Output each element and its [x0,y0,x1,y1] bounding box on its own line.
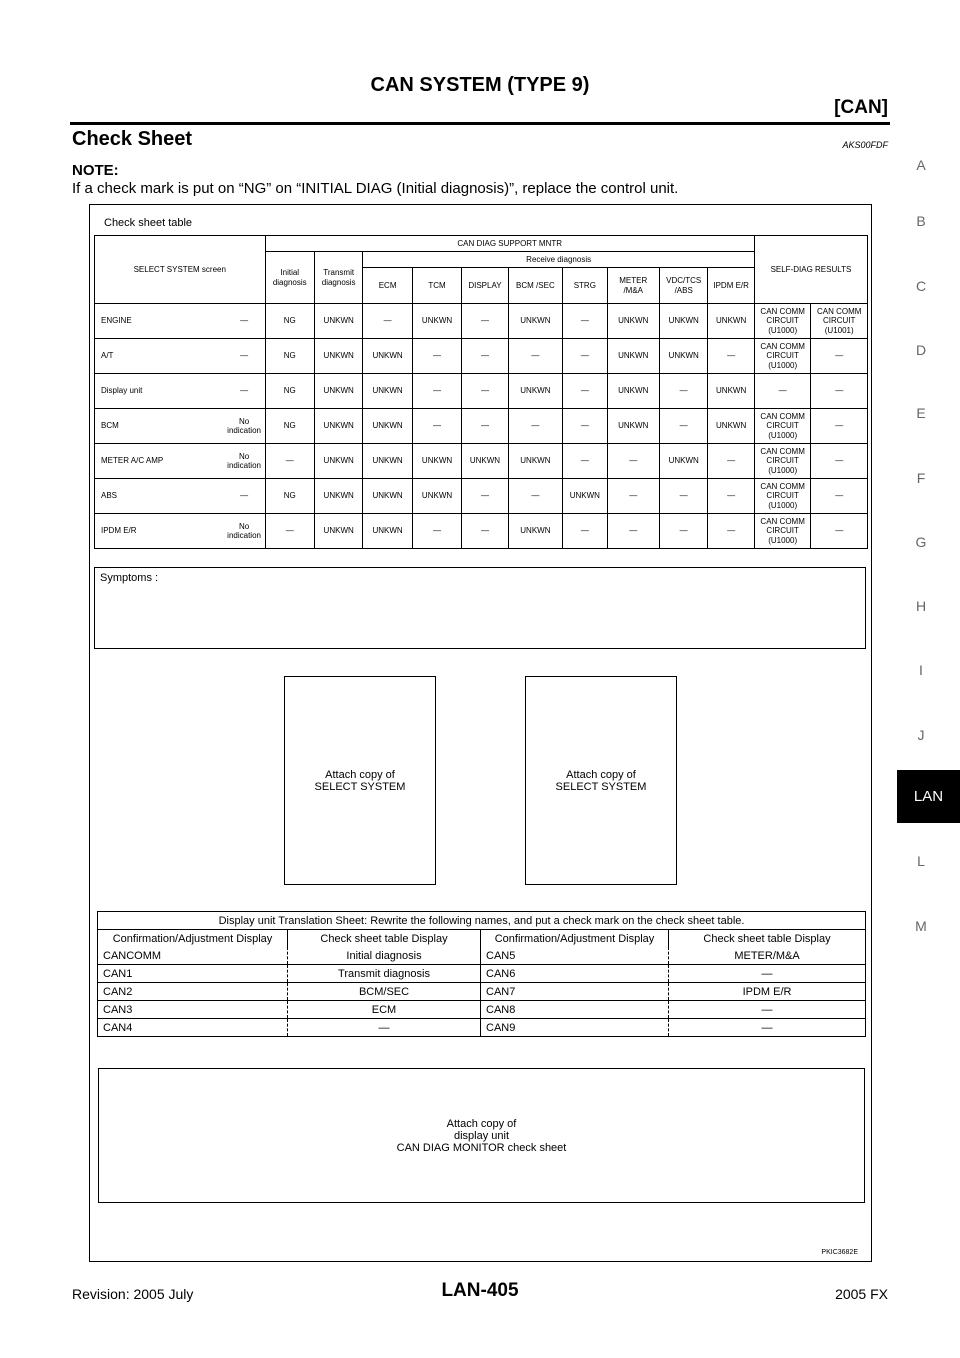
table-cell: — [708,339,755,374]
check-sheet-table [94,235,868,549]
receive-col-header: BCM /SEC [508,268,562,304]
self-diag-cell: — [811,479,868,514]
side-index-letter[interactable]: B [916,213,926,229]
table-cell: UNKWN [659,339,707,374]
table-cell: NG [265,339,314,374]
translation-cell: CAN5 [481,947,669,965]
receive-col-header: VDC/TCS /ABS [659,268,707,304]
table-cell: UNKWN [363,339,412,374]
self-diag-cell: CAN COMM CIRCUIT (U1001) [811,304,868,339]
figure-code: PKIC3682E [821,1249,858,1256]
table-cell: NG [265,304,314,339]
table-cell: — [659,514,707,549]
table-cell: — [412,514,461,549]
translation-cell: — [288,1019,481,1037]
table-cell: UNKWN [363,374,412,409]
side-index-letter[interactable]: E [916,405,926,421]
translation-row [98,983,866,1001]
table-cell: UNKWN [508,304,562,339]
table-cell: — [462,514,508,549]
table-cell: UNKWN [607,374,659,409]
table-cell: — [607,479,659,514]
receive-col-header: IPDM E/R [708,268,755,304]
table-cell: — [708,514,755,549]
side-index-letter[interactable]: H [915,598,927,614]
footer-model: 2005 FX [835,1286,888,1302]
side-index-letter[interactable]: J [917,727,925,743]
table-cell: — [508,339,562,374]
table-cell: UNKWN [508,514,562,549]
table-cell: UNKWN [462,444,508,479]
section-heading: Check Sheet [72,128,193,150]
translation-header: Check sheet table Display [703,932,831,945]
table-cell: UNKWN [708,304,755,339]
self-diag-cell: — [811,374,868,409]
translation-cell: — [761,1021,773,1034]
row-label: Display unit [95,374,224,409]
symptoms-box [94,567,866,649]
receive-col-header: TCM [412,268,461,304]
table-row [95,374,868,409]
initial-diagnosis-header: Initial diagnosis [265,252,314,304]
translation-cell: METER/M&A [669,947,866,965]
row-init-value: No indication [224,514,265,549]
table-cell: — [563,304,607,339]
transmit-diagnosis-header: Transmit diagnosis [314,252,362,304]
translation-header: Confirmation/Adjustment Display [98,930,288,948]
row-label: ABS [95,479,224,514]
translation-sheet-table [97,911,866,1037]
table-cell: — [508,479,562,514]
self-diag-cell: CAN COMM CIRCUIT (U1000) [754,444,811,479]
table-cell: — [412,339,461,374]
attach-can-diag-box: Attach copy of display unit CAN DIAG MONITOR check sheet [98,1068,865,1203]
self-diag-cell: CAN COMM CIRCUIT (U1000) [754,514,811,549]
translation-row [98,965,866,983]
table-cell: — [563,339,607,374]
table-cell: UNKWN [708,409,755,444]
translation-cell: CAN3 [98,1001,288,1019]
translation-cell: CANCOMM [98,947,288,965]
row-init-value: — [224,339,265,374]
symptoms-label: Symptoms : [100,572,159,584]
table-cell: — [363,304,412,339]
table-cell: UNKWN [314,339,362,374]
self-diag-cell: — [811,409,868,444]
select-system-header: SELECT SYSTEM screen [95,236,266,304]
translation-cell: ECM [288,1001,481,1019]
row-init-value: — [224,374,265,409]
row-label: METER A/C AMP [95,444,224,479]
translation-cell: Transmit diagnosis [288,965,481,983]
self-diag-header: SELF-DIAG RESULTS [754,236,867,304]
table-cell: — [412,374,461,409]
side-index-letter[interactable]: C [915,278,927,294]
table-cell: — [708,479,755,514]
table-row [95,479,868,514]
table-cell: — [563,514,607,549]
table-cell: — [265,514,314,549]
translation-title: Display unit Translation Sheet: Rewrite the following names, and put a check mark on the check sheet table. [98,912,866,930]
side-index-letter[interactable]: A [916,157,926,173]
table-cell: UNKWN [412,479,461,514]
table-cell: — [659,479,707,514]
section-code: AKS00FDF [842,140,888,150]
row-init-value: — [224,304,265,339]
table-cell: UNKWN [412,444,461,479]
side-index-letter[interactable]: M [915,918,927,934]
row-label: BCM [95,409,224,444]
table-cell: UNKWN [314,514,362,549]
side-index-letter[interactable]: I [919,662,923,678]
side-index-letter[interactable]: D [915,342,927,358]
receive-diagnosis-header: Receive diagnosis [363,252,755,268]
table-cell: — [563,374,607,409]
table-cell: — [265,444,314,479]
table-cell: — [563,409,607,444]
table-cell: — [462,339,508,374]
table-cell: — [462,479,508,514]
note-text: If a check mark is put on “NG” on “INITIAL DIAG (Initial diagnosis)”, replace the control unit. [72,180,679,197]
page-number: LAN-405 [441,1280,519,1301]
self-diag-cell: — [754,374,811,409]
translation-cell: — [669,965,866,983]
table-row [95,339,868,374]
table-cell: UNKWN [659,304,707,339]
table-cell: UNKWN [363,409,412,444]
translation-cell: CAN2 [98,983,288,1001]
translation-cell: Initial diagnosis [288,947,481,965]
receive-col-header: ECM [363,268,412,304]
table-cell: — [607,444,659,479]
table-cell: UNKWN [314,409,362,444]
translation-header: Confirmation/Adjustment Display [481,930,669,948]
table-cell: — [659,409,707,444]
table-cell: — [462,409,508,444]
translation-cell: CAN4 [98,1019,288,1037]
translation-cell: IPDM E/R [669,983,866,1001]
self-diag-cell: — [811,339,868,374]
row-label: ENGINE [95,304,224,339]
side-index-letter[interactable]: G [915,534,927,550]
table-cell: UNKWN [607,304,659,339]
table-row [95,444,868,479]
table-cell: — [462,304,508,339]
note-label: NOTE: [72,162,119,179]
check-table-title: Check sheet table [104,217,193,229]
table-cell: UNKWN [363,444,412,479]
translation-cell: CAN7 [481,983,669,1001]
side-index-letter[interactable]: L [917,853,925,869]
table-cell: NG [265,479,314,514]
section-tag: [CAN] [834,97,888,118]
translation-row [98,1001,866,1019]
table-cell: UNKWN [563,479,607,514]
header-rule [70,122,890,125]
receive-col-header: STRG [563,268,607,304]
page-title: CAN SYSTEM (TYPE 9) [370,74,590,96]
can-diag-header: CAN DIAG SUPPORT MNTR [265,236,754,252]
receive-col-header: METER /M&A [607,268,659,304]
table-cell: — [462,374,508,409]
table-cell: UNKWN [412,304,461,339]
receive-col-header: DISPLAY [462,268,508,304]
row-label: A/T [95,339,224,374]
table-cell: — [563,444,607,479]
side-tab-active[interactable]: LAN [897,770,960,823]
table-cell: NG [265,409,314,444]
table-cell: — [607,514,659,549]
table-row [95,304,868,339]
side-index-letter[interactable]: F [916,470,926,486]
table-cell: UNKWN [363,479,412,514]
translation-cell: CAN8 [481,1001,669,1019]
table-cell: — [412,409,461,444]
translation-cell: CAN1 [98,965,288,983]
table-cell: UNKWN [314,374,362,409]
attach-select-system-box: Attach copy of SELECT SYSTEM [284,676,436,885]
table-cell: — [659,374,707,409]
table-row [95,514,868,549]
row-init-value: No indication [224,444,265,479]
translation-row [98,1019,866,1037]
table-cell: UNKWN [508,374,562,409]
table-cell: UNKWN [607,339,659,374]
translation-row [98,947,866,965]
table-cell: UNKWN [363,514,412,549]
table-cell: UNKWN [708,374,755,409]
table-cell: — [708,444,755,479]
self-diag-cell: CAN COMM CIRCUIT (U1000) [754,409,811,444]
table-cell: UNKWN [508,444,562,479]
self-diag-cell: — [811,514,868,549]
self-diag-cell: CAN COMM CIRCUIT (U1000) [754,479,811,514]
self-diag-cell: CAN COMM CIRCUIT (U1000) [754,304,811,339]
table-cell: UNKWN [314,444,362,479]
row-label: IPDM E/R [95,514,224,549]
row-init-value: — [224,479,265,514]
table-cell: UNKWN [607,409,659,444]
table-cell: — [508,409,562,444]
table-cell: UNKWN [659,444,707,479]
row-init-value: No indication [224,409,265,444]
translation-cell: CAN9 [481,1019,669,1037]
translation-cell: — [669,1001,866,1019]
table-cell: NG [265,374,314,409]
self-diag-cell: — [811,444,868,479]
self-diag-cell: CAN COMM CIRCUIT (U1000) [754,339,811,374]
table-cell: UNKWN [314,304,362,339]
table-row [95,409,868,444]
translation-header: Check sheet table Display [288,930,481,948]
attach-select-system-box: Attach copy of SELECT SYSTEM [525,676,677,885]
translation-cell: CAN6 [481,965,669,983]
translation-cell: BCM/SEC [288,983,481,1001]
table-cell: UNKWN [314,479,362,514]
footer-revision: Revision: 2005 July [72,1286,194,1302]
